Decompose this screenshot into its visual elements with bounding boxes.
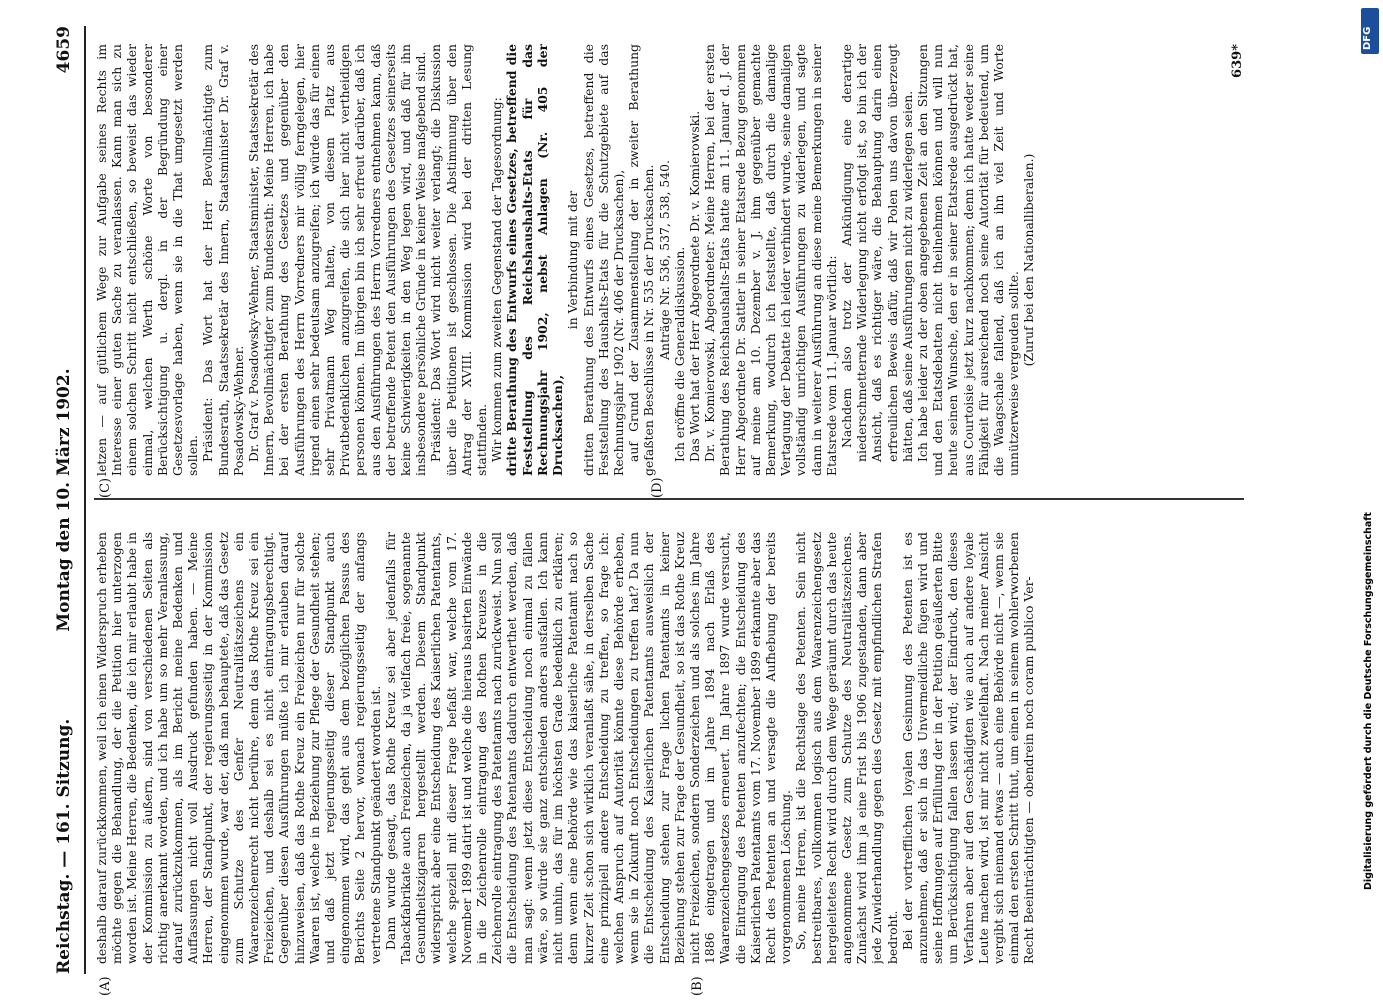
right-paragraph: Dr. Graf v. Posadowsky-Wehner, Staatsminister, Staatssekretär des Innern, Bevollmächtigter zum Bundesrath: Meine Herren, ich habe bei der ersten Berathung des Gesetzes und gegenüber den Ausführungen des Herrn Vorredners mir völlig ferngelegen, hier irgend einen sehr bedeutsam anzugreifen; ich würde das für einen sehr Privatmann Weg halten, von diesem Platz aus Privatbedenklichen anzugreifen, die sich hier nicht vertheidigen personen können. Im übrigen bin ich sehr erfreut darüber, daß ich aus den Ausführungen des Herrn Vorredners entnehmen kann, daß der betreffende Petent den Ausführungen des Gesetzes seinerseits keine Schwierigkeiten in den Weg legen wird, und daß für ihn insbesondere persönliche Gründe in keiner Weise maßgebend sind. bbox=[246, 44, 429, 476]
right-paragraph: Wir kommen zum zweiten Gegenstand der Tagesordnung: bbox=[489, 97, 505, 462]
left-paragraph: deshalb darauf zurückkommen, weil ich einen Widerspruch erheben möchte gegen die Behandlung, der die Petition hier unterzogen worden ist. Meine Herren, die Bedenken, die ich mir erlaubt habe in der Kommission zu äußern, sind von verschiedenen Seiten als richtig anerkannt worden, und ich habe um so mehr Veranlassung, darauf zurückzukommen, als im Bericht meine Bedenken und Auffassungen nicht voll Ausdruck gefunden haben. — Meine Herren, der Standpunkt, der regierungsseitig in der Kommission eingenommen wurde, war der, daß man behauptete, daß das Gesetz zum Schutze des Genfer Neutralitätszeichens ein Waarenzeichenrecht nicht berühre, denn das Rothe Kreuz sei ein Freizeichen, und deshalb sei es nicht eintragungsberechtigt. Gegenüber diesen Ausführungen müßte ich mir erlauben darauf hinzuweisen, daß das Rothe Kreuz ein Freizeichen nur für solche Waaren ist, welche in Beziehung zur Pflege der Gesundheit stehen; und daß jetzt regierungsseitig dieser Standpunkt auch eingenommen wird, das geht aus dem bezüglichen Passus des Berichts Seite 2 hervor, wonach regierungsseitig der anfangs vertretene Standpunkt geändert worden ist. bbox=[94, 532, 383, 964]
right-paragraph: in Verbindung mit der bbox=[565, 190, 581, 330]
margin-marker-d: (D) bbox=[650, 477, 665, 498]
left-paragraph: Bei der vortrefflichen loyalen Gesinnung des Petenten ist es anzunehmen, daß er sich in das Unvermeidliche fügen wird und seine Hoffnungen auf Erfüllung der in der Petition geäußerten Bitte um Berücksichtigung fallen lassen wird; der Eindruck, den dieses Verfahren aber auf den Geschädigten wie auch auf andere loyale Leute machen wird, ist mir nicht zweifelhaft. Nach meiner Ansicht vergibt sich niemand etwas — auch eine Behörde nicht —, wenn sie einmal den ersten Schritt thut, um einen in seinem wohlerworbenen Recht Beeinträchtigten — obendrein noch coram publico Ver- bbox=[899, 532, 1037, 964]
margin-marker-b: (B) bbox=[690, 976, 705, 996]
left-paragraph: Dann wurde gesagt, das Rothe Kreuz sei aber jedenfalls für Tabackfabrikate auch Freizeichen, da ja vielfach freie, sogenannte Gesundheitszigarren hergestellt werden. Diesem Standpunkt widerspricht aber eine Entscheidung des Kaiserlichen Patentamts, welche speziell mit dieser Frage befaßt war, welche vom 17. November 1899 datirt ist und welche die hieraus basirten Einwände in die Zeichenrolle eintragung des Rothen Kreuzes in die Zeichenrolle eintragung des Patentamts nach zurückweist. Nun soll die Entscheidung des Patentamts dadurch entwerthet werden, daß man sagt: wenn jetzt diese Entscheidung noch einmal zu fällen wäre, so würde sie ganz entschieden anders ausfallen. Ich kann nicht umhin, das für im höchsten Grade bedenklich zu erklären; denn wenn eine Behörde wie das kaiserliche Patentamt nach so kurzer Zeit schon sich wirklich veranlaßt sähe, in derselben Sache eine prinzipiell andere Entscheidung zu treffen, so frage ich: welchen Anspruch auf Autorität könnte diese Behörde erheben, wenn sie in Zukunft noch Entscheidungen zu treffen hat? Da nun die Entscheidung des Kaiserlichen Patentamts ausweislich der Entscheidung stehen zur Frage lichen Patentamts in keiner Beziehung stehen zur Frage der Gesundheit, so ist das Rothe Kreuz nicht Freizeichen, sondern Sonderzeichen und als solches im Jahre 1886 eingetragen und im Jahre 1894 nach Erlaß des Waarenzeichengesetzes erneuert. Im Jahre 1897 wurde versucht, die Eintragung des Petenten anzufechten; die Entscheidung des Kaiserlichen Patentamts vom 17. November 1899 erkannte aber das Recht des Petenten an und versagte die Aufhebung der bereits vorgenommenen Löschung. bbox=[382, 532, 794, 964]
header-date: Montag den 10. März 1902. bbox=[54, 368, 74, 632]
signature-mark: 639* bbox=[1230, 44, 1245, 78]
right-paragraph: Ich eröffne die Generaldiskussion. bbox=[671, 246, 687, 462]
digitization-credit bbox=[1363, 330, 1377, 890]
right-paragraph: Das Wort hat der Herr Abgeordnete Dr. v. Komierowski. bbox=[686, 110, 702, 462]
column-divider bbox=[94, 499, 1244, 501]
interjection: (Zuruf bei den Nationalliberalen.) bbox=[1021, 153, 1037, 367]
margin-marker-a: (A) bbox=[98, 976, 113, 996]
motions-line: Anträge Nr. 536, 537, 538, 540. bbox=[656, 160, 672, 360]
left-paragraph: So, meine Herren, ist die Rechtslage des Petenten. Sein nicht bestreitbares, vollkommen logisch aus dem Waarenzeichengesetz hergeleitetes Recht wird durch dem Wege geräumt durch das heute angenommene Gesetz zum Schutze des Neutralitätszeichens. Zunächst wird ihm ja eine Frist bis 1906 zugestanden, dann aber jede Zuwiderhandlung gegen dies Gesetz mit empfindlichen Strafen bedroht. bbox=[793, 532, 900, 964]
right-column bbox=[94, 44, 1274, 476]
header-rule bbox=[84, 26, 86, 974]
right-paragraph: auf Grund der Zusammenstellung der in zweiter Berathung gefaßten Beschlüsse in Nr. 535 der Drucksachen. bbox=[626, 44, 657, 476]
dfg-logo bbox=[1361, 8, 1379, 54]
dfg-logo-text: DFG bbox=[1362, 26, 1373, 50]
right-paragraph: Ich habe leider zu der oben angegebenen Zeit an den Sitzungen und den Etatsdebatten nicht theilnehmen können und will nun heute seinen Wunsche, den er in seiner Etatsrede ausgedrückt hat, aus Courtoisie jetzt kurz nachkommen; denn ich hatte weder seine Fähigkeit für ausreichend noch seine Autorität für bedeutend, um die Waagschale fallend, daß ich an ihn viel Zeit und Worte unnützerweise vergeuden sollte. bbox=[914, 44, 1022, 476]
margin-marker-c: (C) bbox=[98, 477, 113, 498]
right-paragraph: Präsident: Das Wort wird nicht weiter verlangt; die Diskussion über die Petitionen ist geschlossen. Die Abstimmung über den Antrag der XVIII. Kommission wird bei der dritten Lesung stattfinden. bbox=[428, 44, 490, 476]
header-session: Reichstag. — 161. Sitzung. bbox=[54, 718, 74, 974]
header-page-number: 4659 bbox=[54, 26, 74, 74]
agenda-item-colonies: dritten Berathung des Entwurfs eines Gesetzes, betreffend die Feststellung des Haushalts-Etats für die Schutzgebiete auf das Rechnungsjahr 1902 (Nr. 406 der Drucksachen), bbox=[580, 44, 626, 476]
quotation: Nachdem also trotz der Ankündigung eine derartige niederschmetternde Widerlegung nicht erfolgt ist, so bin ich der Ansicht, daß es richtiger wäre, die Behauptung darin einen erfreulichen Beweis dafür, daß wir Polen uns davon überzeugt hätten, daß seine Ausführungen nicht zu widerlegen seien. bbox=[838, 44, 915, 462]
credit-text: Digitalisierung gefördert durch die Deutsche Forschungsgemeinschaft bbox=[1363, 512, 1374, 890]
page-header bbox=[50, 26, 78, 974]
agenda-item-budget: dritte Berathung des Entwurfs eines Gesetzes, betreffend die Feststellung des Reichshaushalts-Etats für das Rechnungsjahr 1902, nebst Anlagen (Nr. 405 der Drucksachen), bbox=[504, 44, 566, 476]
document-page bbox=[50, 26, 1325, 996]
right-paragraph: letzen — auf gütlichem Wege zur Aufgabe seines Rechts im Interesse einer guten Sache zu veranlassen. Kann man sich zu einem solchen Schritt nicht entschließen, so beweist das wieder einmal, welchen Werth schöne Worte von besonderer Berücksichtigung u. dergl. in der Begründung einer Gesetzesvorlage haben, wenn sie in die That umgesetzt werden sollen. bbox=[94, 44, 201, 476]
right-paragraph: Dr. v. Komierowski, Abgeordneter: Meine Herren, bei der ersten Berathung des Reichshaushalts-Etats hatte am 11. Januar d. J. der Herr Abgeordnete Dr. Sattler in seiner Etatsrede Bezug genommen auf meine am 10. Dezember v. J. ihm gegenüber gemachte Bemerkung, wodurch ich feststellte, daß durch die damalige Vertagung der Debatte ich leider verhindert wurde, seine damaligen vollständig unrichtigen Ausführungen zu widerlegen, und sagte dann in weiterer Ausführung an diese meine Bemerkungen in seiner Etatsrede vom 11. Januar wörtlich: bbox=[702, 44, 839, 476]
left-column bbox=[94, 532, 1274, 964]
right-paragraph: Präsident: Das Wort hat der Herr Bevollmächtigte zum Bundesrath, Staatssekretär des Innern, Staatsminister Dr. Graf v. Posadowsky-Wehner. bbox=[200, 44, 246, 476]
